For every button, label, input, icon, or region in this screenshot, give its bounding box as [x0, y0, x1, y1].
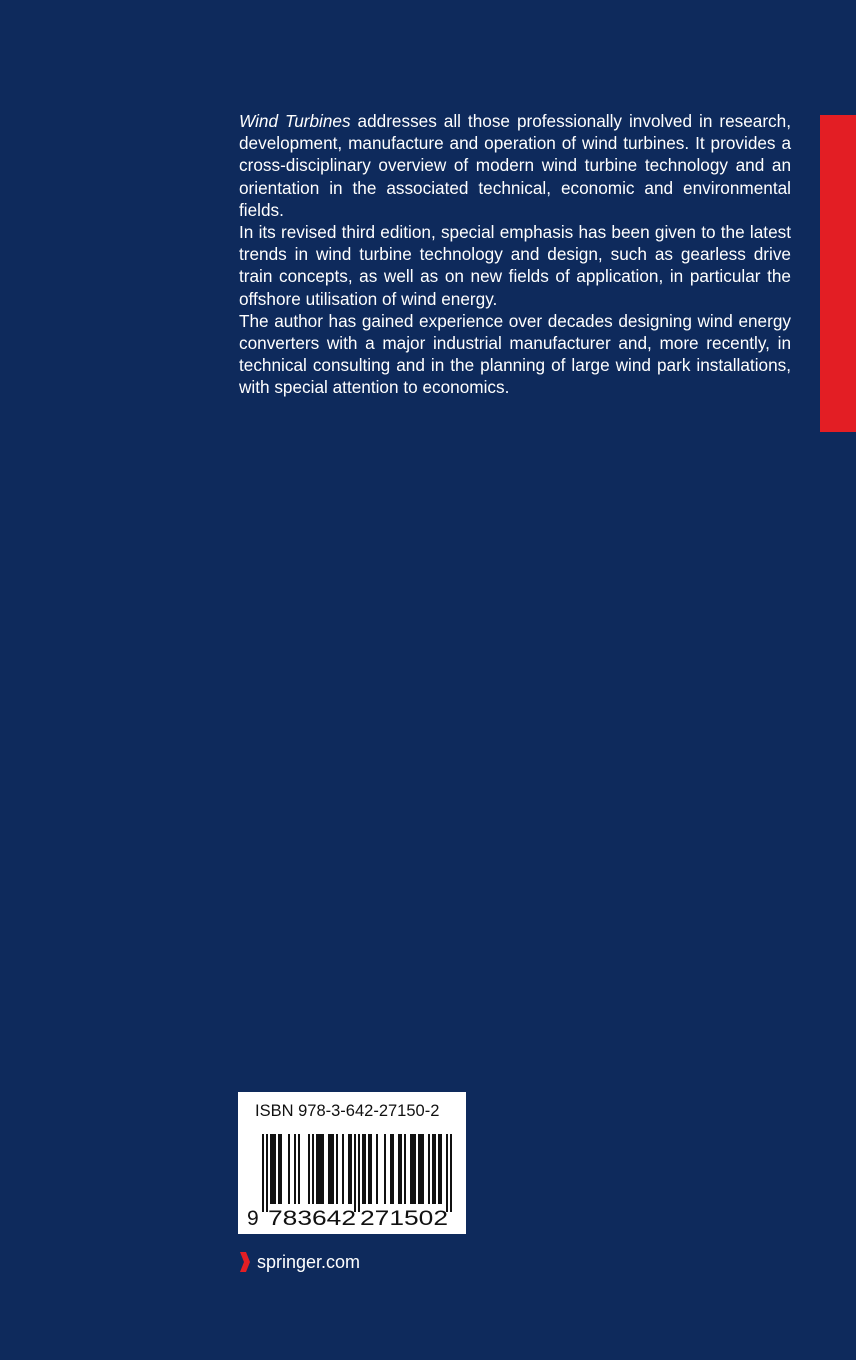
chevron-right-icon: [239, 1250, 251, 1274]
red-accent-tab: [820, 115, 856, 432]
barcode-left-digits: 783642: [268, 1207, 356, 1230]
back-cover-blurb: [239, 110, 791, 399]
book-title: Wind Turbines: [239, 111, 351, 131]
blurb-paragraph-1-text: addresses all those professionally involved in research, development, manufacture and operation of wind turbines. It provides a cross-disciplinary overview of modern wind turbine technology and an orientation in the associated technical, economic and environmental fields.: [239, 111, 791, 220]
springer-link[interactable]: [239, 1250, 360, 1274]
barcode-digits: [238, 1092, 466, 1234]
blurb-paragraph-1: [239, 110, 791, 221]
isbn-barcode-box: [238, 1092, 466, 1234]
springer-link-label: springer.com: [257, 1251, 361, 1272]
barcode-first-digit: 9: [247, 1207, 259, 1230]
barcode-right-digits: 271502: [360, 1207, 448, 1230]
isbn-label: ISBN 978-3-642-27150-2: [255, 1102, 440, 1120]
blurb-paragraph-2: In its revised third edition, special emphasis has been given to the latest trends in wind turbine technology and design, such as gearless drive train concepts, as well as on new fields of application, in particular the offshore utilisation of wind energy.: [239, 222, 791, 309]
blurb-paragraph-3: The author has gained experience over decades designing wind energy converters with a major industrial manufacturer and, more recently, in technical consulting and in the planning of large wind park installations, with special attention to economics.: [239, 310, 791, 398]
